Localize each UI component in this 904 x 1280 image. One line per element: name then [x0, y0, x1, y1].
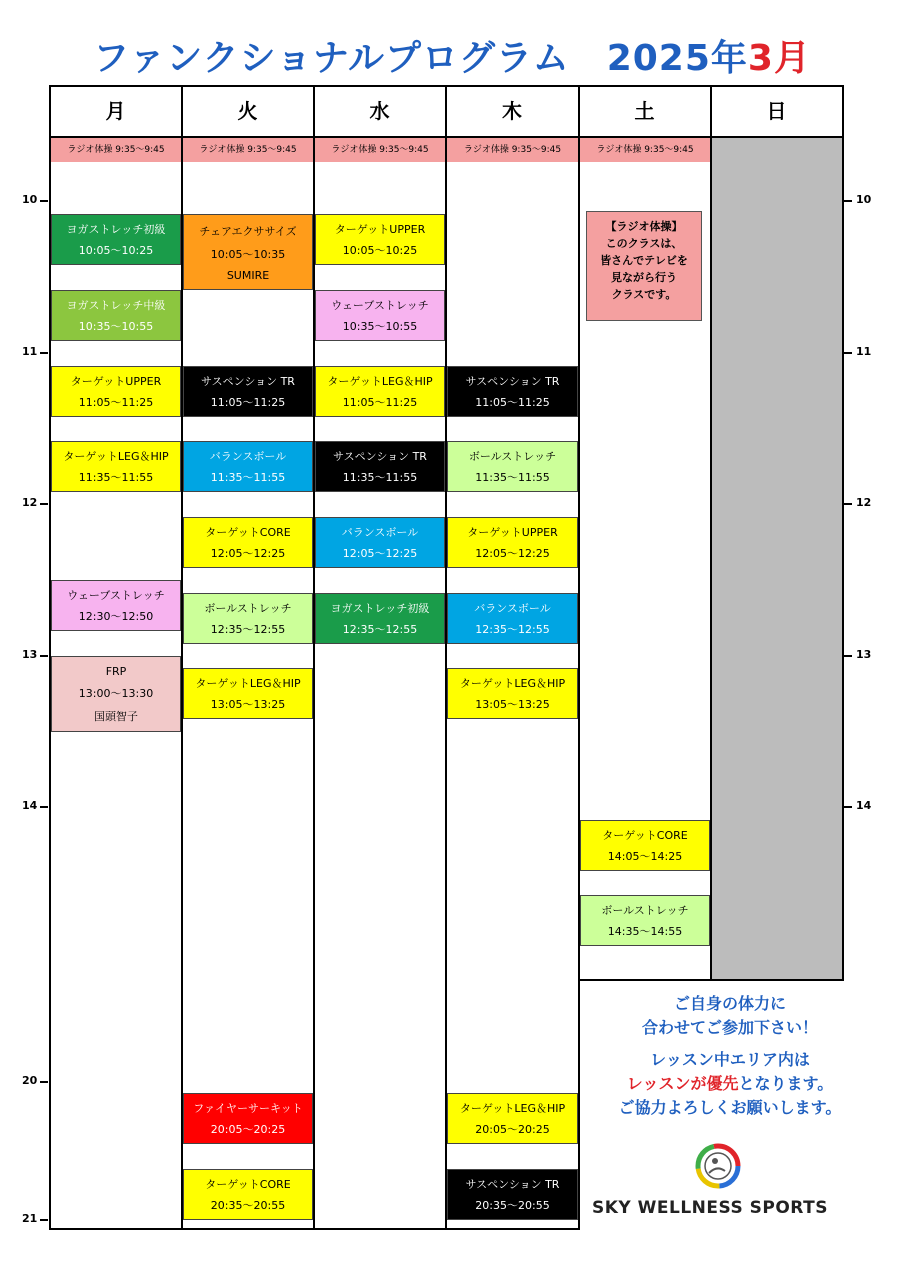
class-name: ボールストレッチ: [601, 904, 689, 918]
radio-wed: ラジオ体操 9:35～9:45: [315, 138, 445, 162]
class-block: [183, 366, 313, 417]
class-time: 11:35～11:55: [342, 470, 418, 484]
class-block: [183, 1093, 313, 1144]
grid-line-5: [710, 85, 712, 981]
class-time: 10:35～10:55: [78, 319, 154, 333]
time-label-right-13: 13: [856, 648, 872, 661]
class-time: 12:35～12:55: [210, 622, 286, 636]
class-time: 10:05～10:35: [210, 247, 286, 261]
day-header-tue: 火: [237, 99, 258, 123]
class-name: ボールストレッチ: [204, 602, 292, 616]
class-time: 20:05～20:25: [475, 1122, 550, 1136]
message-emphasis: レッスンが優先: [626, 1074, 739, 1093]
class-name: ウェーブストレッチ: [67, 589, 165, 603]
class-block: [51, 580, 181, 631]
class-time: 11:05～11:25: [475, 395, 550, 409]
time-label-right-11: 11: [856, 345, 872, 358]
class-instructor: 国頭智子: [94, 709, 138, 723]
radio-exercise-note: [586, 211, 702, 321]
message-text: となります。: [738, 1074, 834, 1093]
class-block: [315, 441, 445, 492]
time-label-right-14: 14: [856, 799, 872, 812]
class-time: 11:05～11:25: [342, 395, 418, 409]
tick-mark-12: [40, 503, 48, 505]
class-name: ヨガストレッチ初級: [66, 223, 166, 237]
class-block: [51, 441, 181, 492]
tick-mark-right-10: [844, 200, 852, 202]
day-header-thu: 木: [502, 99, 522, 123]
tick-mark-right-12: [844, 503, 852, 505]
class-name: ターゲットCORE: [205, 1178, 291, 1192]
radio-tue: ラジオ体操 9:35～9:45: [183, 138, 313, 162]
class-name: ヨガストレッチ中級: [66, 299, 166, 313]
class-time: 10:35～10:55: [342, 319, 418, 333]
class-time: 13:05～13:25: [475, 697, 550, 711]
class-time: 20:35～20:55: [210, 1198, 286, 1212]
tick-mark-13: [40, 655, 48, 657]
class-block: [51, 214, 181, 265]
class-name: ターゲットLEG＆HIP: [459, 677, 566, 691]
class-time: 13:05～13:25: [210, 697, 286, 711]
class-block: [447, 366, 578, 417]
title-text: ファンクショナルプログラム 2025年: [93, 38, 748, 79]
class-name: ターゲットLEG＆HIP: [63, 450, 169, 464]
class-name: バランスボール: [209, 450, 287, 464]
class-block: [183, 1169, 313, 1220]
class-block: [51, 656, 181, 732]
time-label-10: 10: [22, 193, 38, 206]
class-time: 11:35～11:55: [78, 470, 154, 484]
tick-mark-14: [40, 806, 48, 808]
class-block: [447, 1169, 578, 1220]
class-block: [447, 517, 578, 568]
note-line: このクラスは、: [605, 237, 683, 250]
time-label-21: 21: [22, 1212, 38, 1225]
class-block: [447, 1093, 578, 1144]
class-block: [315, 517, 445, 568]
day-header-sat: 土: [634, 99, 655, 123]
class-name: ボールストレッチ: [468, 450, 557, 464]
brand-name: SKY WELLNESS SPORTS: [592, 1198, 828, 1218]
sky-wellness-logo-icon: [695, 1143, 741, 1189]
class-block: [447, 593, 578, 644]
class-block: [580, 895, 710, 946]
class-block: [315, 366, 445, 417]
class-name: ターゲットLEG＆HIP: [459, 1102, 566, 1116]
grid-line-6: [842, 85, 844, 981]
class-name: ターゲットLEG＆HIP: [327, 375, 433, 389]
class-block: [315, 290, 445, 341]
note-line: 見ながら行う: [611, 271, 677, 284]
day-header-wed: 水: [369, 99, 390, 123]
grid-line-3: [445, 85, 447, 1230]
class-block: [51, 290, 181, 341]
tick-mark-11: [40, 352, 48, 354]
class-time: 11:35～11:55: [475, 470, 550, 484]
class-instructor: SUMIRE: [226, 268, 270, 282]
note-line: クラスです。: [611, 288, 677, 301]
class-block: [183, 441, 313, 492]
class-time: 10:05～10:25: [78, 243, 154, 257]
class-time: 12:05～12:25: [342, 546, 418, 560]
radio-thu: ラジオ体操 9:35～9:45: [447, 138, 578, 162]
class-name: サスペンション TR: [465, 375, 560, 389]
class-time: 12:30～12:50: [78, 609, 154, 623]
class-time: 14:35～14:55: [607, 924, 683, 938]
time-label-14: 14: [22, 799, 38, 812]
class-time: 11:05～11:25: [210, 395, 286, 409]
class-block: [183, 668, 313, 719]
class-time: 12:35～12:55: [475, 622, 550, 636]
note-line: 皆さんでテレビを: [600, 254, 688, 267]
class-name: サスペンション TR: [465, 1178, 560, 1192]
tick-mark-21: [40, 1219, 48, 1221]
class-block: [183, 214, 313, 290]
radio-sat: ラジオ体操 9:35～9:45: [580, 138, 710, 162]
class-block: [447, 441, 578, 492]
class-name: ターゲットUPPER: [70, 375, 162, 389]
class-time: 20:05～20:25: [210, 1122, 286, 1136]
class-time: 12:05～12:25: [475, 546, 550, 560]
class-name: ヨガストレッチ初級: [330, 602, 430, 616]
tick-mark-right-14: [844, 806, 852, 808]
message-line-3: レッスン中エリア内は: [650, 1050, 810, 1069]
time-label-right-10: 10: [856, 193, 872, 206]
class-time: 12:35～12:55: [342, 622, 418, 636]
class-name: バランスボール: [474, 602, 551, 616]
class-name: ファイヤーサーキット: [193, 1102, 303, 1116]
class-time: 14:05～14:25: [607, 849, 683, 863]
message-line-5: ご協力よろしくお願いします。: [618, 1098, 842, 1117]
class-block: [315, 214, 445, 265]
class-time: 13:00～13:30: [78, 686, 154, 700]
class-time: 11:35～11:55: [210, 470, 286, 484]
class-time: 11:05～11:25: [78, 395, 154, 409]
note-line: 【ラジオ体操】: [605, 220, 683, 233]
class-block: [580, 820, 710, 871]
tick-mark-right-11: [844, 352, 852, 354]
message-line-1: ご自身の体力に: [673, 994, 786, 1013]
radio-mon: ラジオ体操 9:35～9:45: [51, 138, 181, 162]
class-name: バランスボール: [341, 526, 419, 540]
tick-mark-10: [40, 200, 48, 202]
class-name: ターゲットLEG＆HIP: [195, 677, 301, 691]
time-label-12: 12: [22, 496, 38, 509]
sunday-closed-area: [712, 137, 842, 980]
message-line-4: [580, 1072, 880, 1096]
class-block: [51, 366, 181, 417]
tick-mark-right-13: [844, 655, 852, 657]
class-time: 20:35～20:55: [475, 1198, 550, 1212]
class-time: 10:05～10:25: [342, 243, 418, 257]
class-block: [183, 593, 313, 644]
day-header-mon: 月: [105, 99, 126, 123]
time-label-20: 20: [22, 1074, 38, 1087]
title-month: 3月: [747, 38, 811, 79]
time-label-right-12: 12: [856, 496, 872, 509]
class-block: [315, 593, 445, 644]
time-label-13: 13: [22, 648, 38, 661]
class-name: チェアエクササイズ: [199, 224, 297, 238]
page-title: [0, 30, 904, 81]
message-line-2: 合わせてご参加下さい！: [641, 1018, 818, 1037]
time-label-11: 11: [22, 345, 38, 358]
class-name: サスペンション TR: [201, 375, 295, 389]
class-name: ターゲットUPPER: [467, 526, 558, 540]
class-time: 12:05～12:25: [210, 546, 286, 560]
class-block: [447, 668, 578, 719]
class-name: ウェーブストレッチ: [331, 299, 429, 313]
class-name: ターゲットCORE: [205, 526, 291, 540]
class-name: ターゲットUPPER: [334, 223, 426, 237]
class-name: サスペンション TR: [333, 450, 427, 464]
tick-mark-20: [40, 1081, 48, 1083]
class-block: [183, 517, 313, 568]
class-name: FRP: [105, 664, 127, 678]
day-header-sun: 日: [766, 99, 787, 123]
class-name: ターゲットCORE: [602, 829, 688, 843]
